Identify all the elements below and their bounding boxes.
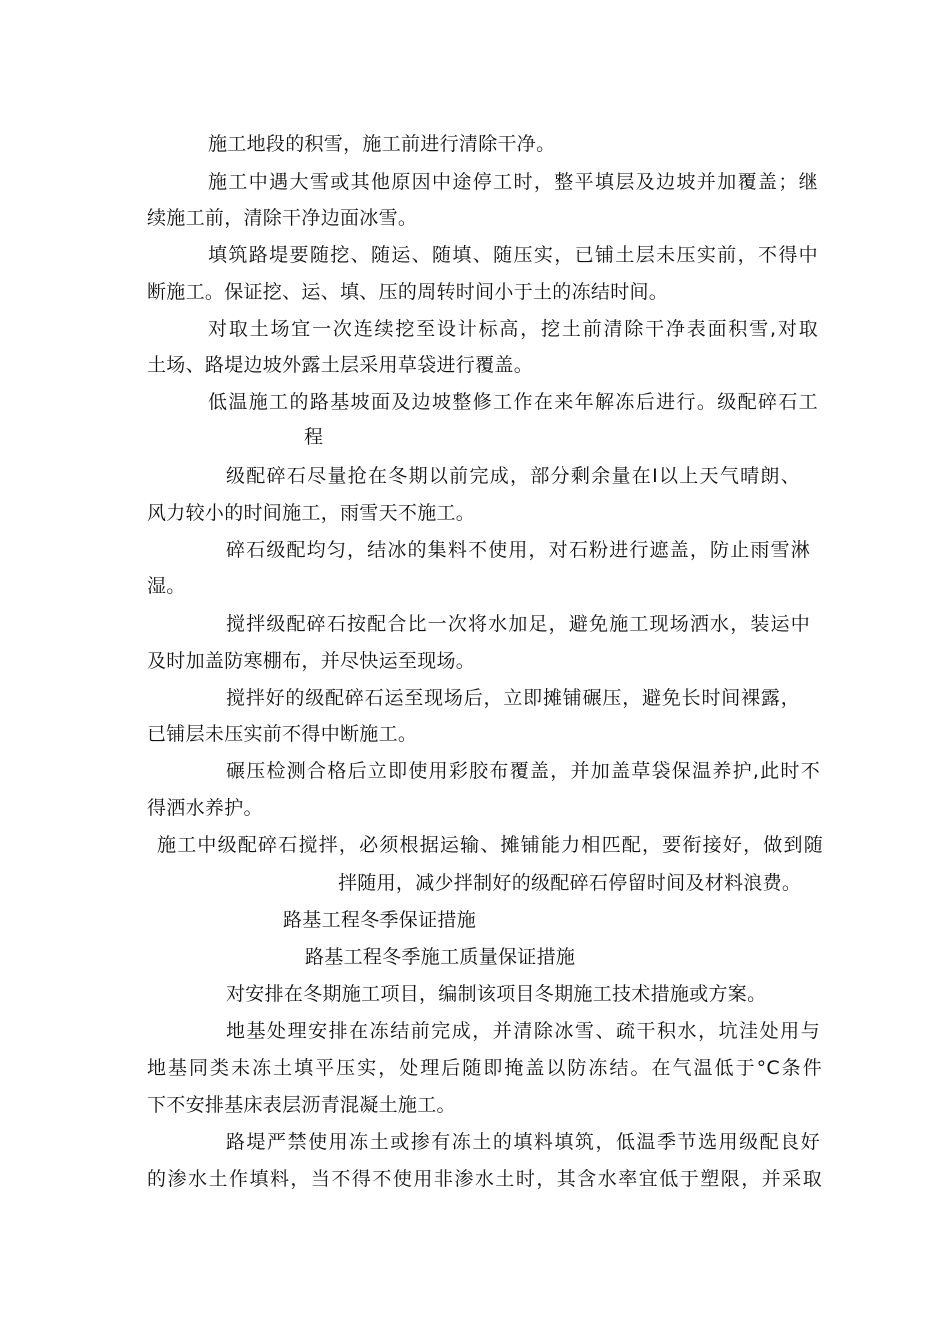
paragraph-line: 续施工前，清除干净边面冰雪。 [147, 207, 418, 229]
paragraph-line: 的渗水土作填料，当不得不使用非渗水土时，其含水率宜低于塑限，并采取 [147, 1168, 822, 1190]
paragraph-line: 路堤严禁使用冻土或掺有冻土的填料填筑，低温季节选用级配良好 [226, 1131, 820, 1153]
paragraph-line: 地基同类未冻土填平压实，处理后随即掩盖以防冻结。在气温低于°C条件 [147, 1057, 822, 1079]
paragraph-line: 已铺层未压实前不得中断施工。 [147, 723, 418, 745]
paragraph-line: 对安排在冬期施工项目，编制该项目冬期施工技术措施或方案。 [226, 983, 767, 1005]
paragraph-line: 得洒水养护。 [147, 797, 263, 819]
paragraph-line: 断施工。保证挖、运、填、压的周转时间小于土的冻结时间。 [147, 281, 669, 303]
paragraph-line: 地基处理安排在冻结前完成，并清除冰雪、疏干积水，坑洼处用与 [226, 1020, 820, 1042]
paragraph-line: 湿。 [147, 575, 186, 597]
paragraph-line: 填筑路堤要随挖、随运、随填、随压实，已铺土层未压实前，不得中 [208, 244, 818, 266]
paragraph-line: 及时加盖防寒棚布，并尽快运至现场。 [147, 650, 476, 672]
paragraph-line: 碾压检测合格后立即使用彩胶布覆盖，并加盖草袋保温养护,此时不 [226, 760, 820, 782]
section-heading: 路基工程冬季保证措施 [283, 909, 477, 931]
paragraph-line: 级配碎石尽量抢在冬期以前完成，部分剩余量在Ⅰ以上天气晴朗、 [226, 465, 800, 487]
paragraph-line: 施工地段的积雪，施工前进行清除干净。 [208, 133, 556, 155]
paragraph-line: 程 [304, 426, 324, 448]
paragraph-line: 对取土场宜一次连续挖至设计标高，挖土前清除干净表面积雪,对取 [208, 318, 818, 340]
subsection-heading: 路基工程冬季施工质量保证措施 [305, 946, 576, 968]
paragraph-line: 搅拌级配碎石按配合比一次将水加足，避免施工现场洒水，装运中 [226, 613, 810, 635]
paragraph-line: 下不安排基床表层沥青混凝土施工。 [147, 1094, 456, 1116]
paragraph-line: 施工中级配碎石搅拌，必须根据运输、摊铺能力相匹配，要衔接好，做到随 [157, 834, 823, 856]
paragraph-line: 土场、路堤边坡外露土层采用草袋进行覆盖。 [147, 354, 534, 376]
paragraph-line: 碎石级配均匀，结冰的集料不使用，对石粉进行遮盖，防止雨雪淋 [226, 539, 810, 561]
paragraph-line: 施工中遇大雪或其他原因中途停工时，整平填层及边坡并加覆盖；继 [208, 171, 818, 193]
paragraph-line: 风力较小的时间施工，雨雪天不施工。 [147, 502, 476, 524]
paragraph-line: 低温施工的路基坡面及边坡整修工作在来年解冻后进行。级配碎石工 [208, 391, 818, 413]
paragraph-line: 拌随用，减少拌制好的级配碎石停留时间及材料浪费。 [338, 872, 802, 894]
paragraph-line: 搅拌好的级配碎石运至现场后，立即摊铺碾压，避免长时间裸露， [226, 687, 800, 709]
